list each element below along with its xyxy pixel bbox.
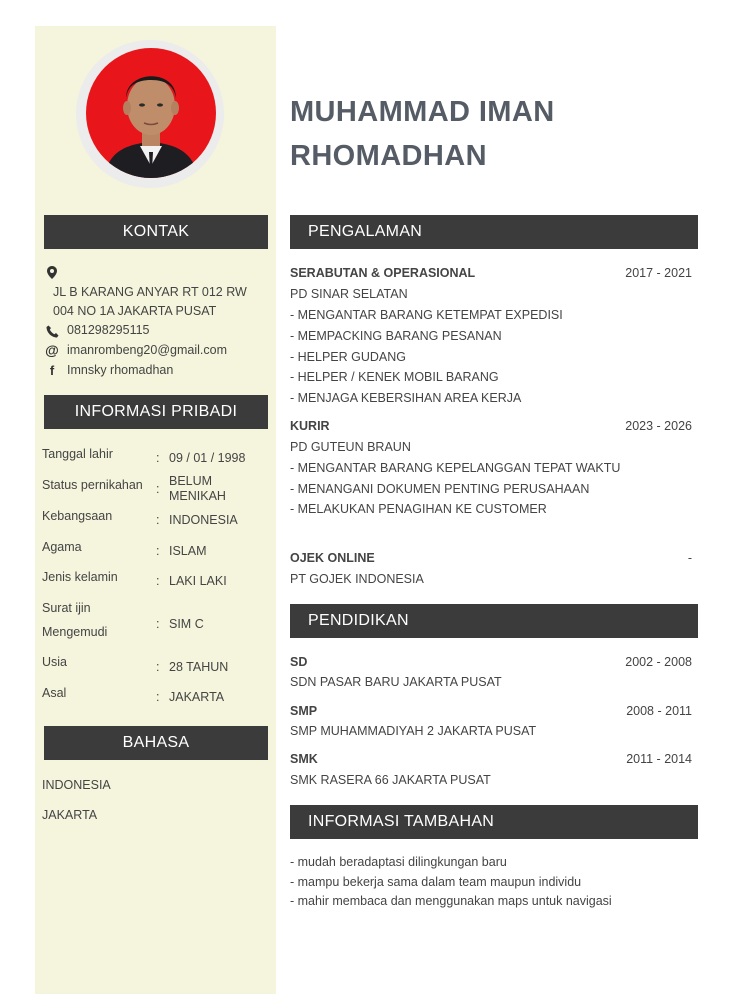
job-task: - MENGANTAR BARANG KEPELANGGAN TEPAT WAKTU xyxy=(290,461,621,475)
education-years: 2002 - 2008 xyxy=(625,655,692,669)
job-title: OJEK ONLINE xyxy=(290,551,375,565)
education-heading: PENDIDIKAN xyxy=(290,604,698,638)
job-title: KURIR xyxy=(290,419,330,433)
job-task: - MENANGANI DOKUMEN PENTING PERUSAHAAN xyxy=(290,482,590,496)
education-school: SMK RASERA 66 JAKARTA PUSAT xyxy=(290,773,491,787)
additional-item: - mahir membaca dan menggunakan maps untuk navigasi xyxy=(290,894,612,908)
language-item: INDONESIA xyxy=(42,778,111,792)
job-years: - xyxy=(687,551,692,565)
facebook-name: Imnsky rhomadhan xyxy=(67,363,174,377)
phone-number: 081298295115 xyxy=(67,323,150,337)
job-task: - MENGANTAR BARANG KETEMPAT EXPEDISI xyxy=(290,308,563,322)
education-years: 2011 - 2014 xyxy=(626,752,692,766)
info-colon: : xyxy=(156,660,160,674)
info-colon: : xyxy=(156,544,160,558)
info-colon: : xyxy=(156,482,160,496)
language-heading: BAHASA xyxy=(44,726,268,760)
info-label-license-1: Surat ijin xyxy=(42,601,91,615)
education-level: SMK xyxy=(290,752,318,766)
education-school: SDN PASAR BARU JAKARTA PUSAT xyxy=(290,675,502,689)
additional-item: - mampu bekerja sama dalam team maupun individu xyxy=(290,875,582,889)
experience-heading: PENGALAMAN xyxy=(290,215,698,249)
info-label-gender: Jenis kelamin xyxy=(42,570,118,584)
email-icon: @ xyxy=(45,342,59,358)
education-level: SD xyxy=(290,655,308,669)
job-task: - HELPER / KENEK MOBIL BARANG xyxy=(290,370,499,384)
language-item: JAKARTA xyxy=(42,808,98,822)
info-value-religion: ISLAM xyxy=(169,544,207,558)
job-company: PD SINAR SELATAN xyxy=(290,287,408,301)
full-name-line-2: RHOMADHAN xyxy=(290,140,487,172)
info-colon: : xyxy=(156,513,160,527)
job-title: SERABUTAN & OPERASIONAL xyxy=(290,266,476,280)
profile-photo xyxy=(86,48,216,178)
job-task: - HELPER GUDANG xyxy=(290,350,406,364)
email-address: imanrombeng20@gmail.com xyxy=(67,343,227,357)
info-value-gender: LAKI LAKI xyxy=(169,574,227,588)
job-company: PD GUTEUN BRAUN xyxy=(290,440,411,454)
personal-info-heading: INFORMASI PRIBADI xyxy=(44,395,268,429)
contact-heading: KONTAK xyxy=(44,215,268,249)
phone-icon xyxy=(44,324,60,338)
education-school: SMP MUHAMMADIYAH 2 JAKARTA PUSAT xyxy=(290,724,537,738)
additional-item: - mudah beradaptasi dilingkungan baru xyxy=(290,855,507,869)
additional-info-heading: INFORMASI TAMBAHAN xyxy=(290,805,698,839)
location-pin-icon xyxy=(46,265,58,279)
address-line-2: 004 NO 1A JAKARTA PUSAT xyxy=(53,304,217,318)
info-label-birthdate: Tanggal lahir xyxy=(42,447,113,461)
info-value-marital-2: MENIKAH xyxy=(169,489,226,503)
info-label-nationality: Kebangsaan xyxy=(42,509,113,523)
full-name-line-1: MUHAMMAD IMAN xyxy=(290,96,555,128)
job-task: - MEMPACKING BARANG PESANAN xyxy=(290,329,502,343)
education-level: SMP xyxy=(290,704,318,718)
info-colon: : xyxy=(156,574,160,588)
job-years: 2017 - 2021 xyxy=(625,266,692,280)
address-line-1: JL B KARANG ANYAR RT 012 RW xyxy=(53,285,247,299)
info-colon: : xyxy=(156,451,160,465)
job-years: 2023 - 2026 xyxy=(625,419,692,433)
info-label-religion: Agama xyxy=(42,540,82,554)
info-value-license: SIM C xyxy=(169,617,204,631)
info-value-origin: JAKARTA xyxy=(169,690,225,704)
person-silhouette xyxy=(86,48,216,178)
info-value-age: 28 TAHUN xyxy=(169,660,229,674)
info-label-age: Usia xyxy=(42,655,68,669)
info-label-license-2: Mengemudi xyxy=(42,625,108,639)
info-colon: : xyxy=(156,617,160,631)
job-task: - MENJAGA KEBERSIHAN AREA KERJA xyxy=(290,391,522,405)
info-value-nationality: INDONESIA xyxy=(169,513,238,527)
facebook-icon: f xyxy=(49,362,55,378)
info-value-marital-1: BELUM xyxy=(169,474,213,488)
job-task: - MELAKUKAN PENAGIHAN KE CUSTOMER xyxy=(290,502,547,516)
info-label-marital: Status pernikahan xyxy=(42,478,143,492)
info-colon: : xyxy=(156,690,160,704)
education-years: 2008 - 2011 xyxy=(626,704,692,718)
info-label-origin: Asal xyxy=(42,686,67,700)
job-company: PT GOJEK INDONESIA xyxy=(290,572,424,586)
info-value-birthdate: 09 / 01 / 1998 xyxy=(169,451,246,465)
